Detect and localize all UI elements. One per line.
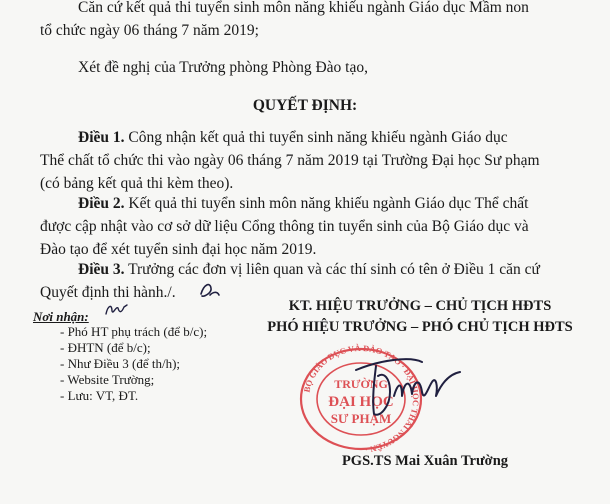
seal-line-2: ĐẠI HỌC xyxy=(328,394,394,410)
handwritten-initial-mark xyxy=(198,280,222,300)
article-2-label: Điều 2. xyxy=(78,195,125,212)
article-2-line-1 xyxy=(78,194,528,213)
seal-line-3: SƯ PHẠM xyxy=(330,411,392,426)
recipients-title: Nơi nhận: xyxy=(33,309,89,324)
article-1-text: Công nhận kết quả thi tuyển sinh năng khiếu ngành Giáo dục xyxy=(124,129,508,146)
handwritten-signature xyxy=(350,352,470,432)
article-3-label: Điều 3. xyxy=(78,261,125,278)
article-1-line-1 xyxy=(78,128,508,147)
article-3-line-1 xyxy=(78,260,540,279)
article-2-line-3: Đào tạo để xét tuyển sinh đại học năm 2019. xyxy=(40,241,317,258)
preamble-line-1: Căn cứ kết quả thi tuyển sinh môn năng khiếu ngành Giáo dục Mầm non xyxy=(78,0,529,16)
article-1-line-3: (có bảng kết quả thi kèm theo). xyxy=(40,175,234,192)
article-3-line-2: Quyết định thi hành./. xyxy=(40,284,176,301)
decision-heading: QUYẾT ĐỊNH: xyxy=(252,97,358,114)
article-1-line-2: Thể chất tổ chức thi vào ngày 06 tháng 7 năm 2019 tại Trường Đại học Sư phạm xyxy=(40,152,540,169)
recipient-item-4: - Website Trường; xyxy=(60,372,155,387)
article-2-line-2: được cập nhật vào cơ sở dữ liệu Cổng thông tin tuyển sinh của Bộ Giáo dục và xyxy=(40,218,529,235)
recipient-item-5: - Lưu: VT, ĐT. xyxy=(60,388,139,403)
article-1-label: Điều 1. xyxy=(78,129,125,146)
preamble-line-3: Xét đề nghị của Trưởng phòng Phòng Đào tạo, xyxy=(78,59,368,76)
recipient-item-3: - Như Điều 3 (để th/h); xyxy=(60,356,181,371)
signature-title-2: PHÓ HIỆU TRƯỞNG – PHÓ CHỦ TỊCH HĐTS xyxy=(267,319,573,335)
preamble-line-2: tổ chức ngày 06 tháng 7 năm 2019; xyxy=(40,22,259,39)
handwritten-recipients-mark xyxy=(104,302,130,318)
recipient-item-1: - Phó HT phụ trách (để b/c); xyxy=(60,324,208,339)
recipient-item-2: - ĐHTN (để b/c); xyxy=(60,340,151,355)
signer-name: PGS.TS Mai Xuân Trường xyxy=(341,453,509,469)
article-3-text: Trưởng các đơn vị liên quan và các thí sinh có tên ở Điều 1 căn cứ xyxy=(124,261,540,278)
signature-title-1: KT. HIỆU TRƯỞNG – CHỦ TỊCH HĐTS xyxy=(288,298,552,314)
seal-ring-text: BỘ GIÁO DỤC VÀ ĐÀO TẠO · ĐẠI HỌC THÁI NGUYÊN · xyxy=(301,342,422,455)
seal-line-1: TRƯỜNG xyxy=(334,377,388,391)
article-2-text: Kết quả thi tuyển sinh môn năng khiếu ngành Giáo dục Thể chất xyxy=(124,195,529,212)
